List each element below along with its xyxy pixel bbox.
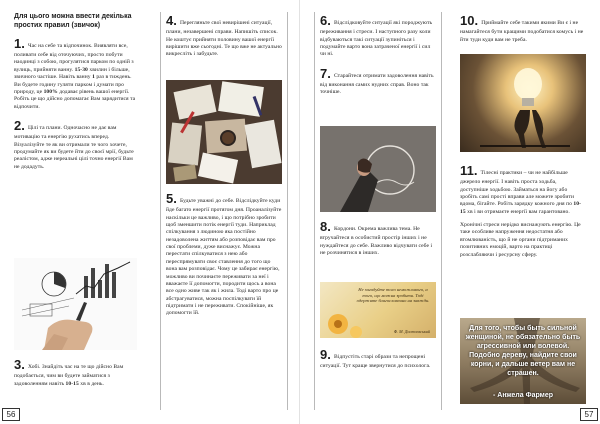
small-quote-text: Не загадуйте того неможливого, а того, що можна зробити. Тоді одержите благословенно на завжди. — [356, 287, 430, 304]
tip-6-number: 6. — [320, 13, 331, 28]
chalk-drawing-image — [320, 126, 436, 212]
tip-3: 3. Хобі. Знайдіть час на те що дійсно Вам подобається, чим ви будете займатися з задоволенням навіть 10-15 хв в день. — [14, 357, 124, 387]
tip-6: 6. Відслідковуйте ситуації які породжують переживання і стреси. І наступного разу коли відбуваються такі ситуації зупиніться і подумайте варто вона затраченої енергії і сил чи ні. — [320, 13, 433, 58]
tip-8: 8. Кордони. Окрема важлива тема. Не втручайтеся в особистий простір інших і не нуждайтеся до себе. Важливо відчувати себе і не розчинятися в інших. — [320, 219, 433, 256]
small-quote-author: Ф. М. Достоєвський — [393, 329, 430, 334]
tip-4-number: 4. — [166, 13, 177, 28]
left-column-1 — [14, 12, 137, 410]
tip-2-number: 2. — [14, 118, 25, 134]
tip-9-number: 9. — [320, 347, 331, 362]
page-number-left: 56 — [2, 408, 20, 421]
tip-5: 5. Будьте уважні до себе. Відслідкуйте куди йде багато енергії протягом дня. Проаналізуйте наскільки це важливо, і що потрібно зробити щоб зменшити потік енергії туди. Наприклад спілкування з людиною яка постійно незадоволена життям або розповідає вам про свої проблеми, дуже виснажує. Можна перестати спілкуватися з нею або переспрямувати своє ставлення до того що вона вам розповідає. Чому це забирає енергію, можливо ви починаєте переживати за неї і вважаєте її допомогти, породити щось а вона все одно живе так як і жила. Тоді варто про це абстрагуватися, можна поспілкувати їй підтримати і не переживати. Спокійніше, як допомогти їй. — [160, 190, 288, 410]
messy-desk-image — [166, 80, 282, 184]
tip-8-number: 8. — [320, 219, 331, 234]
large-quote-author: - Анжела Фармер — [492, 392, 553, 399]
tip-11-number: 11. — [460, 163, 478, 178]
intro-heading: Для цього можна ввести декілька простих правил (звичок) — [14, 13, 132, 30]
right-page — [300, 0, 600, 424]
page-number-right: 57 — [580, 408, 598, 421]
tip-4: 4. Перегляньте свої невирішені ситуації, плани, незавершені справи. Напишіть список. Не коштує прийняти половину вашої енергії вирішити вже сьогодні. Те що вже не актуально викресліть і забудьте. — [166, 13, 282, 58]
large-quote-text: Для того, чтобы быть сильной женщиной, не обязательно быть агрессивной или волевой. Подобно дереву, найдите свои корни, и дальше ветер вам не страшен. — [465, 325, 581, 377]
tip-1-number: 1. — [14, 35, 25, 51]
flower-quote-image — [320, 282, 436, 338]
light-bulb-image — [460, 54, 586, 152]
tip-7-number: 7. — [320, 65, 331, 81]
tip-10-number: 10. — [460, 13, 479, 28]
tip-7: 7. Старайтеся отримати задоволення навіть від виконання самих нудних справ. Воно так точніше. — [320, 65, 434, 96]
tip-11-continuation: Хронічні стреси нерідко виснажують енергію. Це таке особливе напруження недостатня або втомлюваність, що й не органи підтриманих позитивних емоцій, варто на практиці розслабляючи і ресурсну сферу. — [460, 222, 581, 258]
tip-10: 10. Приймайте себе такими якими Ви є і не намагайтеся бути кращими подобатися комусь і не йти туди куди вам не треба. — [460, 13, 584, 43]
tip-3-number: 3. — [14, 357, 25, 372]
business-sketch-image — [14, 258, 137, 350]
tip-5-number: 5. — [166, 191, 177, 206]
tip-1: 1. Час на себе та відпочинок. Виявляти все, поливати себе від оточуючих, просто побути наодинці з собою, прогулятися парком по одній з вулиць, прийняти ванну. 15-30 хвилин і більше, звичного частіше. Навіть ванну 1 раз в тиждень. Ви будете годину гуляти парком і думати про природу, це 100% додаває рівень вашої енергії. Робіть це що дійсно допомагає Вам зарядитися та відпочити. — [14, 35, 136, 110]
tip-11: 11. Тілесні практики – чи не найбільше джерело енергії. І навіть проста ходьба, доступніше ходьбою. Займаться на йогу або зробіть самі прості вправи але можете зробити вдома, бігайте. Робіть зарядку кожного дня по 10-15 хв і ви отримаєте енергії вам гарантовано. — [460, 163, 582, 215]
tip-2: 2. Цілі та плани. Одночасно не дає вам мотивацію та енергію рухатись вперед. Візуалізуйте те як ви отримали те чого хочете, продумайте як ви будете йти до своєї мрії, будьте реалістом, адже нереальні цілі точно енергії Вам не додадуть. — [14, 118, 134, 170]
tree-quote-image — [460, 318, 586, 404]
tip-9: 9. Відпустіть старі образи та непрощені ситуації. Тут краще звернутися до психолога. — [314, 346, 442, 410]
